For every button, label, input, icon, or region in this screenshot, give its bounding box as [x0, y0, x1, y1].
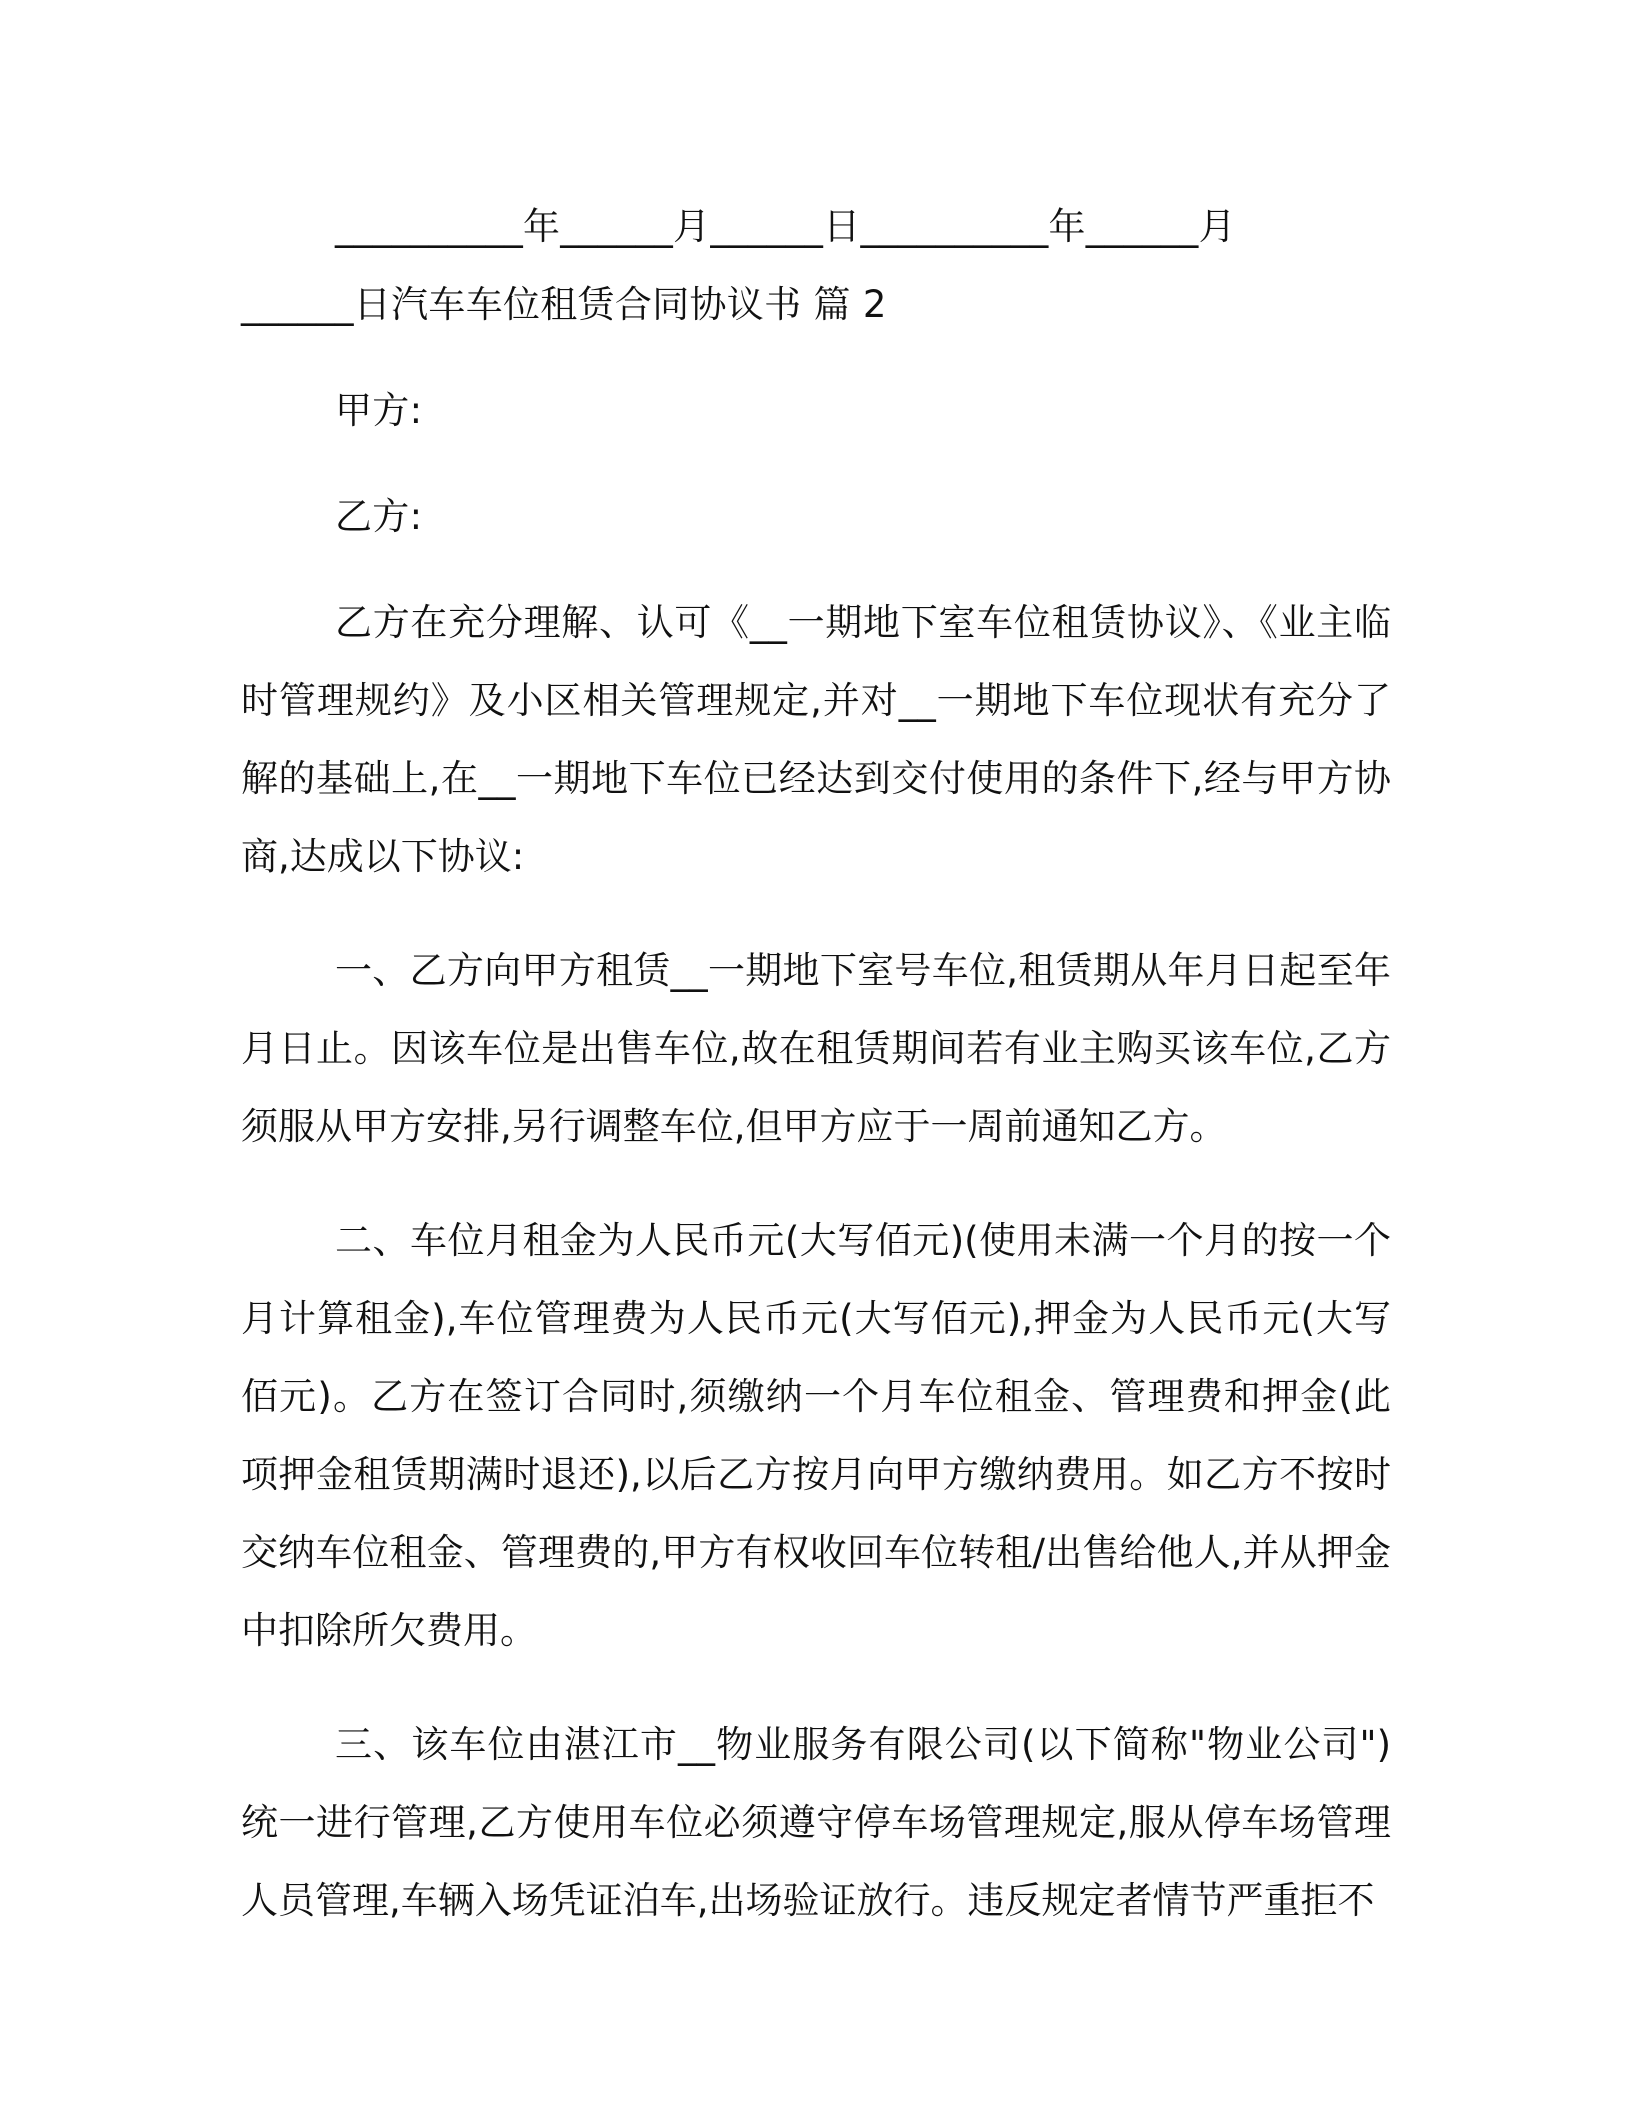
clause-3-paragraph: 三、该车位由湛江市__物业服务有限公司(以下简称"物业公司")统一进行管理,乙方使用车位必须遵守停车场管理规定,服从停车场管理人员管理,车辆入场凭证泊车,出场验证放行。违反规定者情节严重拒不: [241, 1723, 1391, 1922]
intro-paragraph: 乙方在充分理解、认可《__一期地下室车位租赁协议》、《业主临时管理规约》及小区相关管理规定,并对__一期地下车位现状有充分了解的基础上,在__一期地下车位已经达到交付使用的条件下,经与甲方协商,达成以下协议:: [241, 601, 1391, 878]
clause-2-paragraph: 二、车位月租金为人民币元(大写佰元)(使用未满一个月的按一个月计算租金),车位管理费为人民币元(大写佰元),押金为人民币元(大写佰元)。乙方在签订合同时,须缴纳一个月车位租金、管理费和押金(此项押金租赁期满时退还),以后乙方按月向甲方缴纳费用。如乙方不按时交纳车位租金、管理费的,甲方有权收回车位转租/出售给他人,并从押金中扣除所欠费用。: [241, 1219, 1391, 1652]
party-b-label: 乙方:: [335, 495, 423, 538]
clause-1-paragraph: 一、乙方向甲方租赁__一期地下室号车位,租赁期从年月日起至年月日止。因该车位是出售车位,故在租赁期间若有业主购买该车位,乙方须服从甲方安排,另行调整车位,但甲方应于一周前通知乙方。: [241, 949, 1391, 1148]
document-body: [241, 188, 1391, 1940]
party-a-label: 甲方:: [335, 389, 423, 432]
date-line-1: __________年______月______日__________年______月: [335, 205, 1236, 248]
contract-title-line: ______日汽车车位租赁合同协议书 篇 2: [241, 283, 887, 326]
